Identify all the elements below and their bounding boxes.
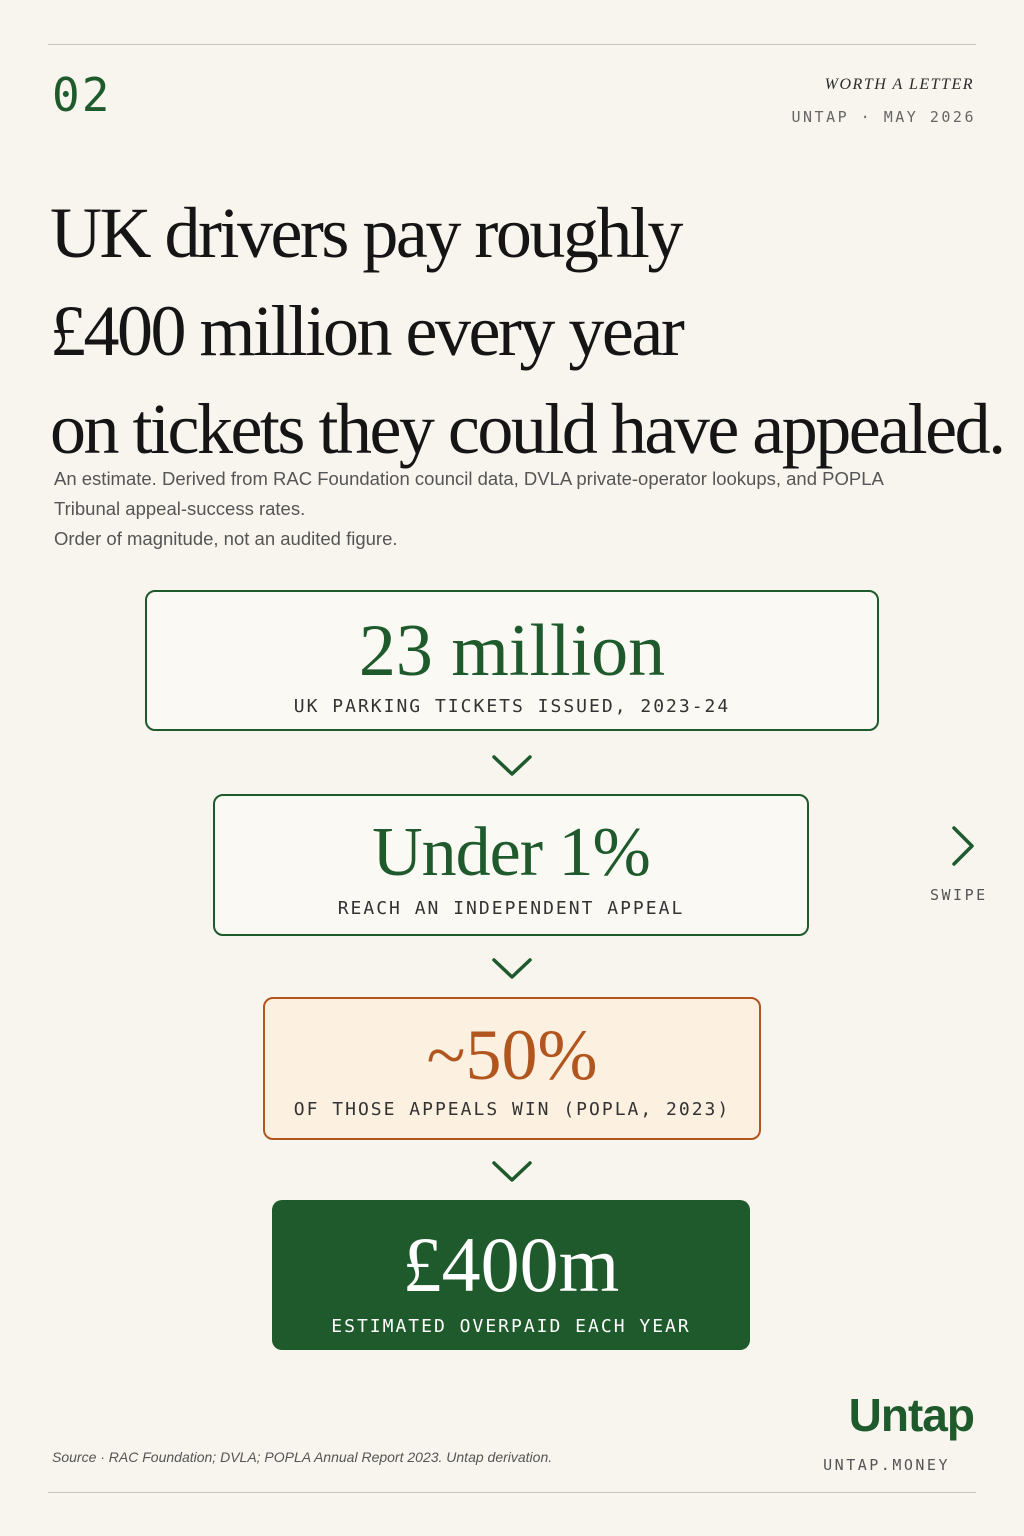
methodology-note bbox=[54, 464, 954, 554]
funnel-caption: ESTIMATED OVERPAID EACH YEAR bbox=[331, 1316, 691, 1337]
untap-logo: Untap bbox=[848, 1389, 974, 1441]
methodology-line: Order of magnitude, not an audited figure. bbox=[54, 528, 398, 549]
kicker-label: WORTH A LETTER bbox=[824, 76, 974, 93]
funnel-step-independent-appeal bbox=[213, 794, 809, 936]
chevron-down-icon bbox=[490, 955, 534, 983]
funnel-step-tickets-issued bbox=[145, 590, 879, 731]
headline-line: UK drivers pay roughly bbox=[50, 193, 681, 273]
funnel-step-estimated-overpaid bbox=[272, 1200, 750, 1350]
website-url: UNTAP.MONEY bbox=[823, 1456, 950, 1474]
headline-line: on tickets they could have appealed. bbox=[50, 389, 1004, 469]
issue-number: 02 bbox=[52, 68, 112, 122]
funnel-value: ~50% bbox=[426, 1015, 598, 1095]
methodology-line: An estimate. Derived from RAC Foundation council data, DVLA private-operator lookups, and POPLA bbox=[54, 468, 884, 489]
chevron-right-icon[interactable] bbox=[946, 824, 978, 868]
bottom-divider bbox=[48, 1492, 976, 1493]
swipe-label[interactable]: SWIPE bbox=[930, 886, 988, 904]
funnel-caption: REACH AN INDEPENDENT APPEAL bbox=[337, 898, 685, 919]
headline bbox=[50, 184, 1010, 478]
publication-meta: UNTAP · MAY 2026 bbox=[791, 108, 976, 126]
funnel-caption: UK PARKING TICKETS ISSUED, 2023-24 bbox=[293, 696, 731, 717]
funnel-value: £400m bbox=[402, 1221, 620, 1308]
funnel-value: 23 million bbox=[358, 610, 666, 692]
funnel-caption: OF THOSE APPEALS WIN (POPLA, 2023) bbox=[293, 1099, 731, 1120]
funnel-step-appeals-win bbox=[263, 997, 761, 1140]
methodology-line: Tribunal appeal-success rates. bbox=[54, 498, 306, 519]
funnel-value: Under 1% bbox=[372, 814, 650, 891]
top-divider bbox=[48, 44, 976, 45]
headline-line: £400 million every year bbox=[50, 291, 683, 371]
chevron-down-icon bbox=[490, 1158, 534, 1186]
source-note: Source · RAC Foundation; DVLA; POPLA Annual Report 2023. Untap derivation. bbox=[52, 1449, 553, 1465]
chevron-down-icon bbox=[490, 752, 534, 780]
